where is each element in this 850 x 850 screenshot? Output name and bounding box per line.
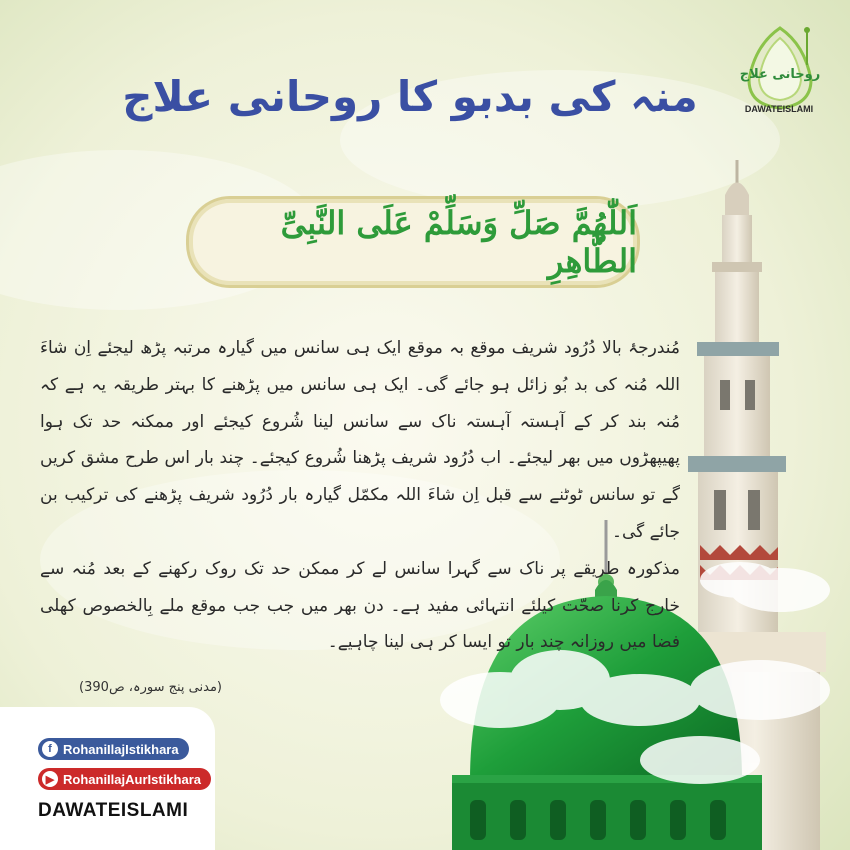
- paragraph-2: مذکورہ طریقے پر ناک سے گہرا سانس لے کر ممکن حد تک روک رکھنے کے بعد مُنہ سے خارج کرنا صحّت کیلئے انتہائی مفید ہے۔ دن بھر میں جب جب موقع ملے بِالخصوص کھلی فضا میں روزانہ چند بار تو ایسا کر ہی لینا چاہیے۔: [40, 558, 680, 653]
- durood-text: اَللّٰھُمَّ صَلِّ وَسَلِّمْ عَلَی النَّبِیِّ الطَّاھِرِ: [280, 204, 637, 280]
- youtube-handle: RohaniIlajAurIstikhara: [63, 771, 201, 787]
- facebook-link[interactable]: [38, 738, 189, 760]
- youtube-icon: ▶: [42, 771, 58, 787]
- dawateislami-brand: DAWATEISLAMI: [38, 800, 189, 821]
- reference: (مدنی پنج سورہ، ص390): [79, 680, 222, 695]
- facebook-icon: f: [42, 741, 58, 757]
- logo-caption: DAWATEISLAMI: [744, 104, 814, 114]
- durood-banner: [186, 196, 640, 288]
- facebook-handle: RohaniIlajIstikhara: [63, 741, 179, 757]
- body-text: [40, 330, 680, 661]
- paragraph-1: مُندرجۂ بالا دُرُود شریف موقع بہ موقع ایک ہی سانس میں گیارہ مرتبہ پڑھ لیجئے اِن شاءَ اللہ مُنہ کی بد بُو زائل ہو جائے گی۔ ایک ہی سانس میں پڑھنے کا بہتر طریقہ یہ ہے کہ مُنہ بند کر کے آہستہ آہستہ ناک سے سانس لینا شُروع کیجئے اور ممکنہ حد تک ہوا پھیپھڑوں میں بھر لیجئے۔ اب دُرُود شریف پڑھنا شُروع کیجئے۔ چند بار اس طرح مشق کریں گے تو سانس ٹوٹنے سے قبل اِن شاءَ اللہ مکمّل گیارہ بار دُرُود شریف پڑھنے کی ترکیب بن جائے گی۔: [40, 338, 680, 542]
- youtube-link[interactable]: [38, 768, 211, 790]
- page-title: منہ کی بدبو کا روحانی علاج: [122, 72, 698, 121]
- svg-text:روحانی علاج: روحانی علاج: [739, 67, 821, 82]
